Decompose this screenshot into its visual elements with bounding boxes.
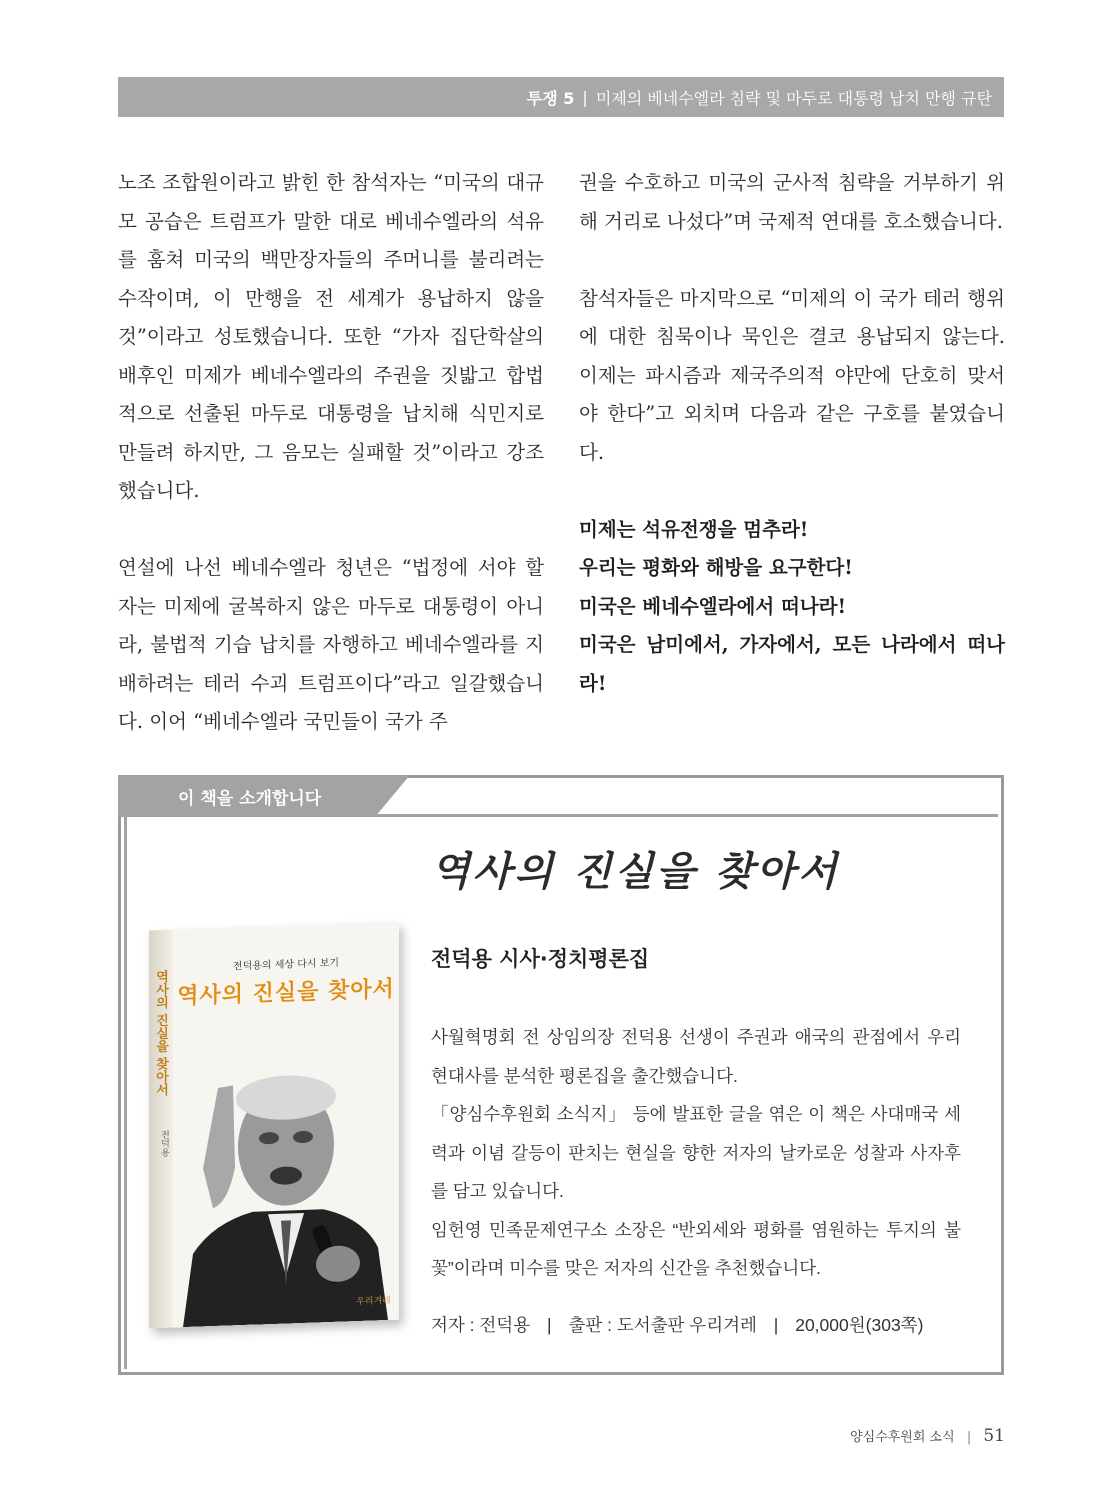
article-left-column (118, 164, 544, 780)
book-cover-image (149, 922, 399, 1329)
page-number: 51 (983, 1426, 1005, 1446)
header-divider: | (582, 87, 588, 107)
book-introduction-box (118, 775, 1004, 1375)
section-title: 미제의 베네수엘라 침략 및 마두로 대통령 납치 만행 규탄 (595, 88, 992, 108)
slogan: 우리는 평화와 해방을 요구한다! (579, 556, 853, 579)
section-number: 투쟁 5 (526, 88, 575, 108)
book-price: 20,000원(303쪽) (795, 1315, 924, 1335)
book-tab-label: 이 책을 소개합니다 (178, 789, 322, 809)
meta-divider: | (547, 1315, 552, 1335)
article-paragraph: 노조 조합원이라고 밝힌 한 참석자는 “미국의 대규모 공습은 트럼프가 말한 대로 베네수엘라의 석유를 훔쳐 미국의 백만장자들의 주머니를 불리려는 수작이며, 이 만행을 전 세계가 용납하지 않을 것”이라고 성토했습니다. 또한 “가자 집단학살의 배후인 미제가 베네수엘라의 주권을 짓밟고 합법적으로 선출된 마두로 대통령을 납치해 식민지로 만들려 하지만, 그 음모는 실패할 것”이라고 강조했습니다. (118, 171, 544, 502)
cover-publisher: 우리겨레 (356, 1295, 391, 1308)
book-description (431, 1018, 961, 1288)
cover-series-label: 전덕용의 세상 다시 보기 (232, 957, 340, 973)
book-description-paragraph: 임헌영 민족문제연구소 소장은 “반외세와 평화를 염원하는 투지의 불꽃”이라며 미수를 맞은 저자의 신간을 추천했습니다. (431, 1219, 961, 1278)
author-portrait-photo (173, 1022, 399, 1328)
cover-title: 역사의 진실을 찾아서 (177, 975, 395, 1010)
book-metadata (431, 1312, 923, 1337)
slogan-list (579, 511, 1005, 704)
article-paragraph: 참석자들은 마지막으로 “미제의 이 국가 테러 행위에 대한 침묵이나 묵인은 결코 용납되지 않는다. 이제는 파시즘과 제국주의적 야만에 단호히 맞서야 한다”고 외치며 다음과 같은 구호를 붙였습니다. (579, 286, 1005, 464)
meta-divider: | (773, 1315, 779, 1335)
spine-title: 역사의 진실을 찾아서 (153, 969, 168, 1097)
author-portrait-illustration (173, 1022, 399, 1328)
book-description-paragraph: 「양심수후원회 소식지」 등에 발표한 글을 엮은 이 책은 사대매국 세력과 이념 갈등이 판치는 현실을 향한 저자의 날카로운 성찰과 사자후를 담고 있습니다. (431, 1104, 961, 1201)
article-right-column (579, 164, 1005, 703)
footer-divider: | (966, 1430, 972, 1445)
article-paragraph: 연설에 나선 베네수엘라 청년은 “법정에 서야 할 자는 미제에 굴복하지 않은 마두로 대통령이 아니라, 불법적 기습 납치를 자행하고 베네수엘라를 지배하려는 테러 수괴 트럼프이다”라고 일갈했습니다. 이어 “베네수엘라 국민들이 국가 주 (118, 556, 544, 733)
slogan: 미국은 베네수엘라에서 떠나라! (579, 594, 847, 618)
book-author: 저자 : 전덕용 (431, 1315, 531, 1335)
slogan: 미제는 석유전쟁을 멈추라! (579, 517, 809, 541)
book-front-cover (173, 922, 399, 1328)
spine-author: 전덕용 (159, 1129, 169, 1158)
article-paragraph: 권을 수호하고 미국의 군사적 침략을 거부하기 위해 거리로 나섰다”며 국제적 연대를 호소했습니다. (579, 171, 1005, 233)
section-header-bar (118, 77, 1004, 117)
book-publisher: 출판 : 도서출판 우리겨레 (568, 1315, 757, 1335)
book-title: 역사의 진실을 찾아서 (431, 848, 840, 895)
book-subtitle: 전덕용 시사·정치평론집 (431, 947, 650, 971)
book-description-paragraph: 사월혁명회 전 상임의장 전덕용 선생이 주권과 애국의 관점에서 우리 현대사를 분석한 평론집을 출간했습니다. (431, 1027, 961, 1086)
book-spine (149, 929, 174, 1328)
footer-publication: 양심수후원회 소식 (850, 1430, 955, 1445)
page-footer (850, 1426, 1005, 1446)
slogan: 미국은 남미에서, 가자에서, 모든 나라에서 떠나라! (579, 633, 1005, 695)
